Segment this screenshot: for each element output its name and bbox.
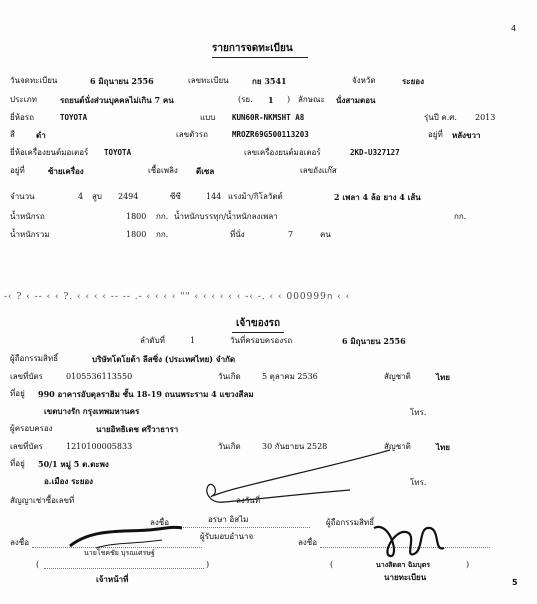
registration-title: รายการจดทะเบียน	[212, 43, 293, 54]
tel-label: โทร.	[410, 408, 427, 417]
nationality: ไทย	[436, 372, 450, 382]
load-label: น้ำหนักบรรทุก/น้ำหนักลงเพลา	[174, 212, 278, 221]
horsepower: 144	[206, 192, 222, 201]
year-label: รุ่นปี ค.ศ.	[424, 113, 457, 122]
possessor: นายอิทธิเดช ศรีวาธารา	[96, 424, 179, 434]
order-label: ลำดับที่	[140, 336, 165, 345]
dob: 5 ตุลาคม 2536	[262, 372, 318, 381]
sign-left-label: ลงชื่อ	[10, 538, 30, 547]
possess-date: 6 มิถุนายน 2556	[342, 336, 406, 346]
cut-line: -‹ ? ‹ -- ‹ ‹ ?. ‹ ‹ ‹ ‹ -- -- .- ‹ ‹ ‹ ‹ "" ‹ ‹ ‹ ‹ ‹ ‹ -‹ -. ‹ ‹ 000999ก ‹ ‹	[4, 292, 351, 302]
model-year: 2013	[475, 113, 496, 122]
authorized-label: ผู้รับมอบอำนาจ	[200, 532, 254, 541]
address2-line-2: อ.เมือง ระยอง	[44, 476, 94, 486]
body-style: นั่งสามตอน	[336, 95, 376, 105]
kg-unit: กก.	[156, 212, 169, 221]
engine-no-label: เลขเครื่องยนต์มอเตอร์	[244, 148, 321, 157]
hire-label: สัญญาเช่าซื้อเลขที่	[10, 496, 75, 505]
total-weight-label: น้ำหนักรวม	[10, 230, 50, 239]
registrar-paren-open: (	[330, 560, 334, 569]
card-label: เลขที่บัตร	[10, 372, 43, 381]
possess-date-label: วันที่ครอบครองรถ	[230, 336, 293, 345]
plate-number: กย 3541	[252, 76, 287, 86]
owner-title-underline	[232, 332, 284, 333]
chassis-location: หลังขวา	[452, 130, 481, 140]
total-weight: 1800	[126, 230, 147, 239]
card2-label: เลขที่บัตร	[10, 442, 43, 451]
persons-unit: คน	[320, 230, 331, 239]
sign-right-label: ลงชื่อ	[298, 538, 318, 547]
chassis-number: MROZR69G500113203	[232, 130, 309, 139]
reg-date: 6 มิถุนายน 2556	[90, 76, 154, 86]
fuel: ดีเซล	[196, 166, 215, 176]
seats-label: ที่นั่ง	[230, 230, 245, 239]
chassis-loc-label: อยู่ที่	[428, 130, 443, 139]
body-label: ลักษณะ	[298, 95, 325, 104]
engine-loc-label: อยู่ที่	[10, 166, 25, 175]
vehicle-type: รถยนต์นั่งส่วนบุคคลไม่เกิน 7 คน	[60, 95, 174, 105]
page-number-bottom: 5	[512, 578, 518, 587]
fuel-label: เชื้อเพลิง	[148, 166, 178, 175]
sign-line	[170, 527, 310, 528]
card2-number: 1210100005833	[66, 442, 133, 451]
rs-close: )	[287, 95, 291, 104]
address-line-1: 990 อาคารอับดุลราฮิม ชั้น 18-19 ถนนพระราม 4 แขวงสีลม	[38, 389, 254, 399]
legal-owner-caption: ผู้ถือกรรมสิทธิ์	[326, 518, 375, 527]
count-label: จำนวน	[10, 192, 35, 201]
nationality-label: สัญชาติ	[384, 372, 411, 381]
tank-label: เลขถังแก๊ส	[300, 166, 337, 175]
registrar-caption: นายทะเบียน	[384, 572, 427, 582]
legal-owner: บริษัทโตโยต้า ลีสซิ่ง (ประเทศไทย) จำกัด	[92, 354, 236, 364]
seats: 7	[288, 230, 294, 239]
registrar-name: นางสิดดา ฉิมบุตร	[376, 560, 430, 569]
cyl-label: สูบ	[92, 192, 102, 201]
page-number-top: 4	[511, 24, 517, 33]
color: ดำ	[36, 130, 46, 140]
rs-value: 1	[268, 95, 274, 105]
hp-label: แรงม้า/กิโลวัตต์	[228, 192, 283, 201]
address2-line-1: 50/1 หมู่ 5 ต.ตะพง	[38, 459, 109, 469]
weight-label: น้ำหนักรถ	[10, 212, 45, 221]
signature-scribble	[190, 446, 410, 506]
engine-brand: TOYOTA	[104, 148, 132, 157]
engine-number: 2KD-U327127	[350, 148, 400, 157]
card-number: 0105536113550	[66, 372, 133, 381]
nationality2: ไทย	[436, 442, 450, 452]
kg-unit: กก.	[454, 212, 467, 221]
officer-paren-open: (	[36, 560, 40, 569]
registrar-signature	[360, 518, 450, 564]
chassis-label: เลขตัวรถ	[176, 130, 208, 139]
province: ระยอง	[402, 76, 424, 86]
brand: TOYOTA	[60, 113, 88, 122]
registrar-paren-close: )	[466, 560, 470, 569]
plate-label: เลขทะเบียน	[188, 76, 229, 85]
addr-label: ที่อยู่	[10, 389, 25, 398]
engine-cc: 2494	[118, 192, 139, 201]
address-line-2: เขตบางรัก กรุงเทพมหานคร	[44, 406, 140, 416]
officer-caption: เจ้าหน้าที่	[96, 574, 129, 584]
axle-wheel-tire: 2 เพลา 4 ล้อ ยาง 4 เส้น	[334, 192, 421, 202]
reg-date-label: วันจดทะเบียน	[10, 76, 58, 85]
title-underline	[212, 57, 308, 58]
cc-label: ซีซี	[170, 192, 181, 201]
engine-location: ซ้ายเครื่อง	[48, 166, 84, 176]
legal-owner-label: ผู้ถือกรรมสิทธิ์	[10, 354, 59, 363]
tel2-label: โทร.	[410, 478, 427, 487]
model-label: แบบ	[200, 113, 216, 122]
type-label: ประเภท	[10, 95, 37, 104]
dob2-label: วันเกิด	[218, 442, 241, 451]
province-label: จังหวัด	[352, 76, 376, 85]
model: KUN60R-NKMSHT A8	[232, 113, 305, 122]
officer-name-line	[44, 568, 204, 569]
owner-title: เจ้าของรถ	[236, 318, 281, 329]
nationality2-label: สัญชาติ	[384, 442, 411, 451]
signer-name: อรษา อิสไม	[208, 515, 249, 524]
sign-label: ลงชื่อ	[150, 518, 170, 527]
hire-date-label: ลงวันที่	[236, 496, 261, 505]
dob-label: วันเกิด	[218, 372, 241, 381]
brand-label: ยี่ห้อรถ	[10, 113, 34, 122]
possessor-label: ผู้ครอบครอง	[10, 424, 53, 433]
officer-paren-close: )	[206, 560, 210, 569]
cylinders: 4	[78, 192, 84, 201]
color-label: สี	[10, 130, 15, 139]
officer-name: นายโชคชัย บุรณเศรษฐ์	[84, 549, 155, 557]
dob2: 30 กันยายน 2528	[262, 442, 328, 451]
engine-brand-label: ยี่ห้อเครื่องยนต์มอเตอร์	[10, 148, 89, 157]
kg-unit: กก.	[156, 230, 169, 239]
vehicle-weight: 1800	[126, 212, 147, 221]
addr2-label: ที่อยู่	[10, 459, 25, 468]
order-number: 1	[190, 336, 196, 345]
rs-label: (รย.	[238, 95, 253, 104]
